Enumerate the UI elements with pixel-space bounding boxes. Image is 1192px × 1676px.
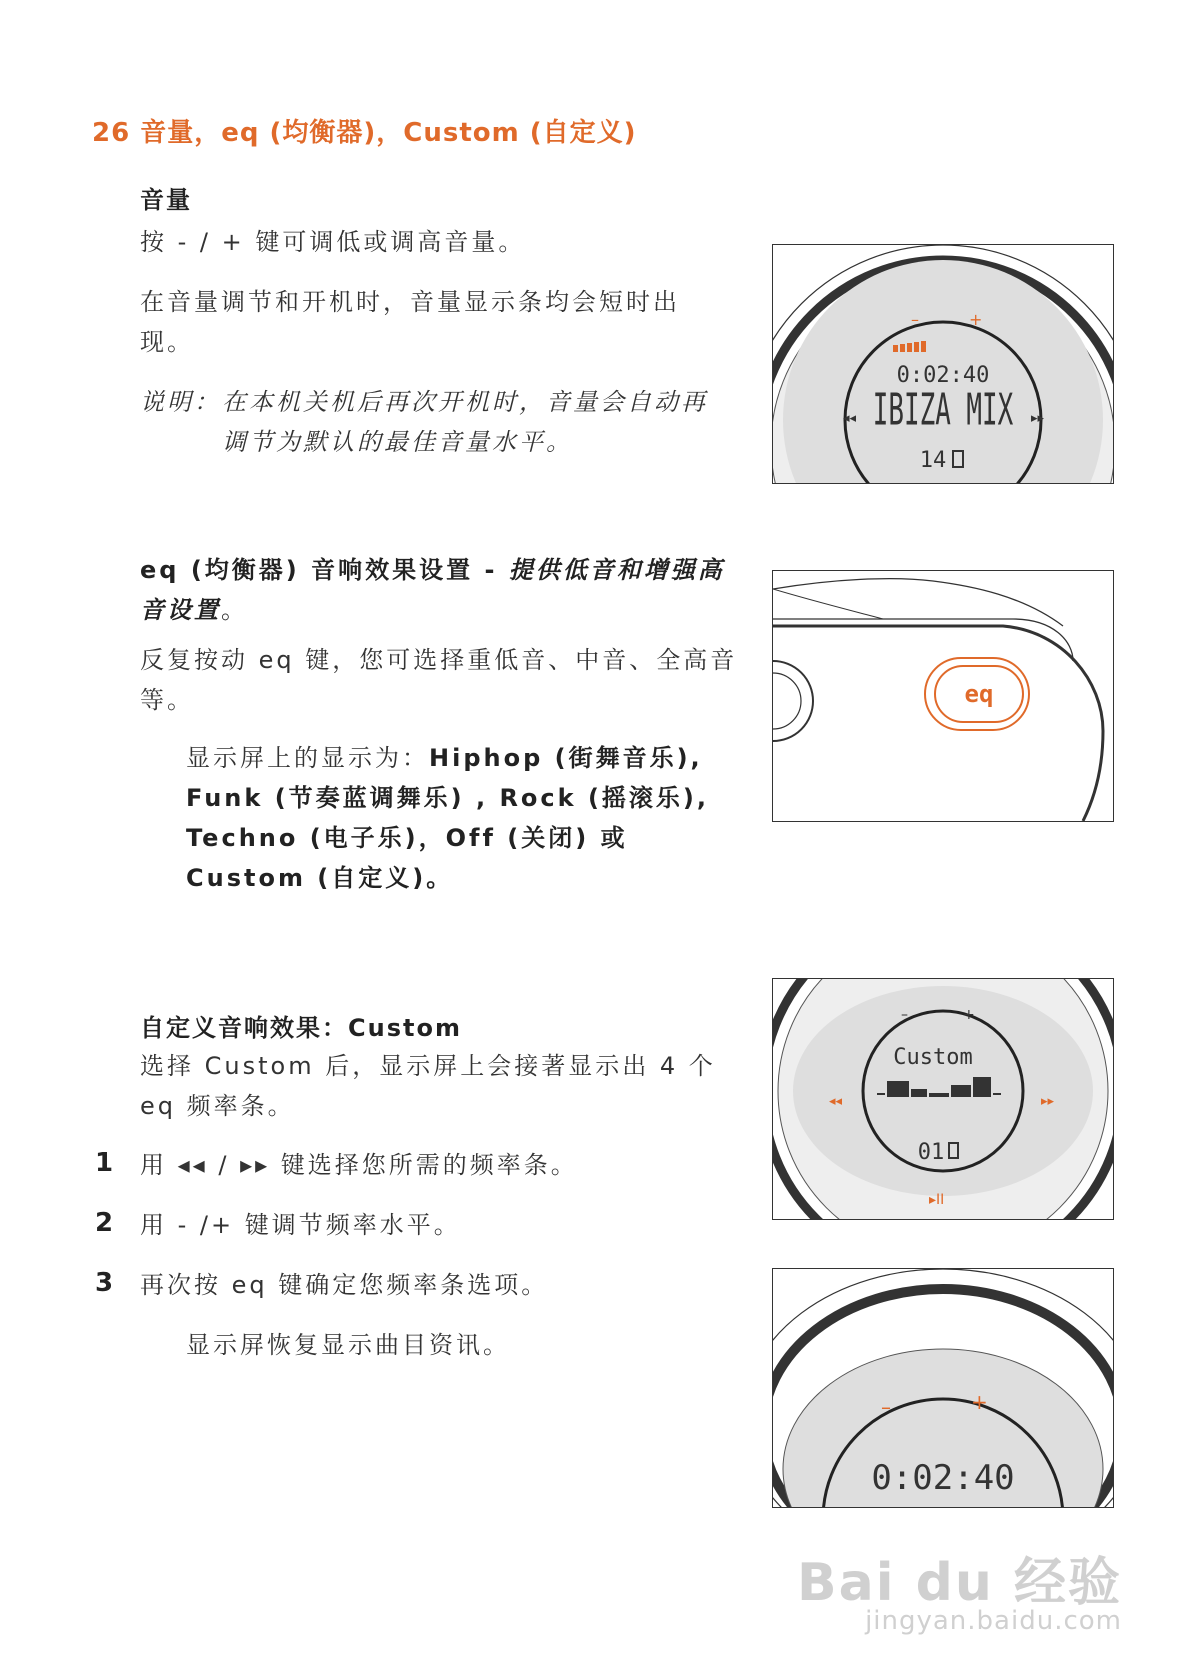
page-title: 26 音量，eq (均衡器)，Custom (自定义) (92, 118, 637, 148)
eq-line1: 反复按动 eq 键，您可选择重低音、中音、全高音等。 (140, 646, 738, 714)
eq-heading (140, 550, 740, 630)
restored-minus-icon: – (881, 1395, 891, 1419)
watermark-brand: Bai du 经验 (797, 1553, 1122, 1613)
eq-heading-end: 。 (221, 596, 248, 624)
fig3-number: 01 (917, 1140, 945, 1165)
volume-line2: 在音量调节和开机时，音量显示条均会短时出现。 (140, 288, 680, 356)
volume-plus-icon: + (969, 310, 983, 329)
figure-restored-display (772, 1268, 1114, 1508)
eq-heading-italic: 提供低音和增强高音设置 (140, 556, 725, 624)
volume-heading: 音量 (140, 186, 192, 214)
play-pause-icon: ▸II (929, 1192, 945, 1208)
figure-eq-button (772, 570, 1114, 822)
fig3-label: Custom (893, 1045, 973, 1070)
custom-next-icon: ▸▸ (1041, 1094, 1055, 1109)
eq-display (186, 738, 741, 898)
volume-line1: 按 - / + 键可调低或调高音量。 (140, 228, 526, 256)
volume-note-text: 在本机关机后再次开机时，音量会自动再调节为默认的最佳音量水平。 (222, 388, 708, 456)
custom-prev-icon: ◂◂ (829, 1094, 843, 1109)
step-1-number: 1 (95, 1148, 114, 1178)
fig1-number: 14 (919, 448, 947, 473)
restored-plus-icon: + (971, 1390, 988, 1414)
custom-line1: 选择 Custom 后，显示屏上会接著显示出 4 个 eq 频率条。 (140, 1052, 716, 1120)
figure-volume-display (772, 244, 1114, 484)
eq-heading-bold: eq (均衡器) 音响效果设置 - (140, 556, 509, 584)
next-icon: ▸▸ (1031, 411, 1045, 426)
step-2-text: 用 - /+ 键调节频率水平。 (140, 1211, 461, 1239)
eq-display-intro: 显示屏上的显示为： (186, 744, 429, 772)
eq-display-items: Hiphop (街舞音乐), Funk (节奏蓝调舞乐) , Rock (摇滚乐), Techno (电子乐)，Off (关闭) 或 Custom (自定义)。 (186, 744, 710, 892)
volume-minus-icon: – (911, 310, 919, 329)
custom-result: 显示屏恢复显示曲目资讯。 (186, 1331, 510, 1359)
step-2-number: 2 (95, 1208, 114, 1238)
custom-minus-icon: – (901, 1007, 908, 1023)
step-3-text: 再次按 eq 键确定您频率条选项。 (140, 1271, 549, 1299)
eq-button-label: eq (964, 680, 994, 708)
step-1-text: 用 ◂◂ / ▸▸ 键选择您所需的频率条。 (140, 1151, 578, 1179)
fig1-track: IBIZA MIX (872, 385, 1014, 436)
watermark-url: jingyan.baidu.com (865, 1606, 1122, 1636)
fig1-time: 0:02:40 (896, 363, 990, 388)
custom-plus-icon: + (963, 1007, 975, 1023)
step-3-number: 3 (95, 1268, 114, 1298)
fig4-time: 0:02:40 (871, 1458, 1015, 1498)
figure-custom-display (772, 978, 1114, 1220)
volume-note-label: 说明： (140, 388, 221, 416)
prev-icon: ◂◂ (843, 411, 857, 426)
custom-heading: 自定义音响效果：Custom (140, 1014, 462, 1042)
